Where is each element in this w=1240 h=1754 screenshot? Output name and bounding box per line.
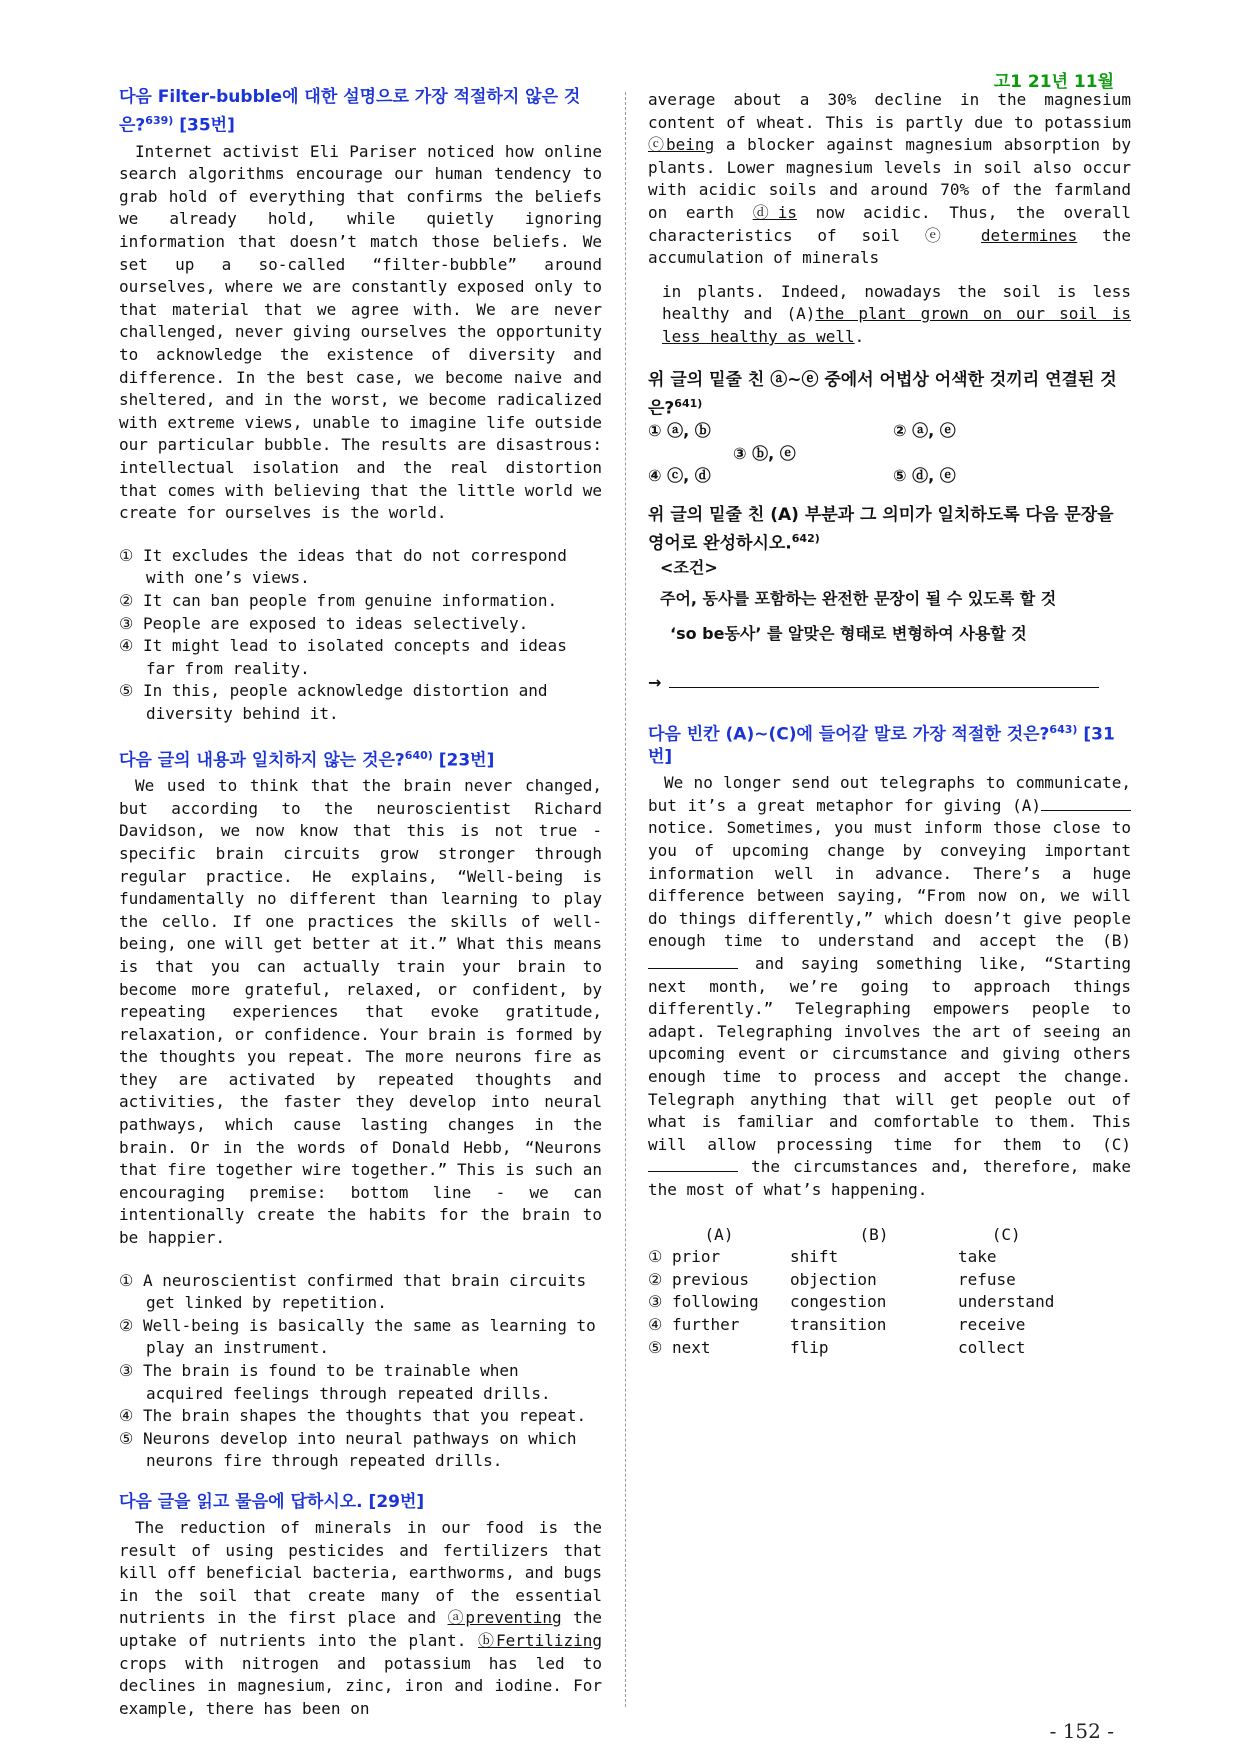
condition-label: <조건> (660, 557, 718, 577)
table-row[interactable] (648, 1269, 1054, 1292)
q643-options-table (648, 1224, 1054, 1360)
option-1[interactable]: ① ⓐ, ⓑ (648, 421, 711, 441)
cell-B: objection (790, 1269, 877, 1289)
choice-item[interactable]: ① It excludes the ideas that do not correspond with one’s views. (119, 545, 567, 588)
passage-text: now acidic. Thus, the overall characteristics of soil ⓔ (648, 202, 1131, 245)
table-header-row (648, 1224, 1054, 1247)
q641-options (648, 420, 1131, 488)
q640-ref: [23번] (438, 750, 495, 771)
q640-heading (119, 744, 602, 773)
q641-set-ref: [29번] (368, 1491, 425, 1512)
cell-C: refuse (958, 1269, 1016, 1289)
underlined-d: ⓓis (752, 202, 797, 222)
choice-item[interactable]: ② Well-being is basically the same as learning to play an instrument. (119, 1315, 596, 1358)
choice-item[interactable]: ④ It might lead to isolated concepts and ideas far from reality. (119, 636, 567, 678)
table-row[interactable] (648, 1246, 1054, 1269)
column-divider (625, 92, 626, 1707)
option-4[interactable]: ④ ⓒ, ⓓ (648, 466, 711, 486)
q639-ref: [35번] (179, 115, 235, 136)
q640-passage: We used to think that the brain never changed, but according to the neuroscientist Richard Davidson, we now know that this is not true - specific brain circuits grow stronger through regular practice. He explains, “Well-being is fundamentally no different than learning to play the cello. If one practices the skills of well-being, one will get better at it.” What this means is that you can actually train your brain to become more grateful, relaxed, or confident, by repeating experiences that evoke gratitude, relaxation, or confidence. Your brain is formed by the thoughts you repeat. The more neurons fire as they are activated by repeated thoughts and activities, the faster they develop into neural pathways, which cause lasting changes in the brain. Or in the words of Donald Hebb, “Neurons that fire together wire together.” This is such an encouraging premise: bottom line - we can intentionally create the habits for the brain to be happier. (119, 776, 602, 1248)
q641-heading (648, 369, 1131, 421)
passage-text: The reduction of minerals in our food is the result of using pesticides and fertilizers that kill off beneficial bacteria, earthworms, and bugs in the soil that create many of the essential nutrients in the first place and (119, 1517, 602, 1628)
cell-C: understand (958, 1292, 1055, 1312)
q643-number: 643) (1049, 722, 1078, 736)
q643-title: 다음 빈칸 (A)~(C)에 들어갈 말로 가장 적절한 것은? (648, 724, 1050, 745)
underlined-b: ⓑFertilizing (478, 1630, 602, 1650)
cell-A: ⑤ next (648, 1337, 711, 1357)
q639-number: 639) (145, 114, 174, 127)
passage-text: the circumstances and, therefore, make the most of what’s happening. (648, 1157, 1131, 1199)
underlined-c: ⓒbeing (648, 135, 715, 155)
option-2[interactable]: ② ⓐ, ⓔ (893, 421, 956, 441)
mineral-passage-part2 (648, 89, 1131, 270)
q640-number: 640) (404, 748, 433, 762)
q643-passage (648, 772, 1131, 1201)
condition-2: ‘so be동사’ 를 알맞은 형태로 변형하여 사용할 것 (670, 623, 1027, 643)
cell-A: ② previous (648, 1269, 750, 1289)
option-3[interactable]: ③ ⓑ, ⓔ (733, 443, 796, 463)
q642-heading (648, 504, 1131, 556)
exam-tag: 고1 21년 11월 (993, 72, 1114, 92)
passage-text: the uptake of nutrients into the plant. (119, 1608, 602, 1650)
cell-C: collect (958, 1337, 1026, 1357)
underlined-a: ⓐpreventing (447, 1608, 562, 1628)
condition-1: 주어, 동사를 포함하는 완전한 문장이 될 수 있도록 할 것 (660, 588, 1057, 608)
answer-blank[interactable] (669, 671, 1099, 688)
passage-text: in plants. Indeed, nowadays the soil is less healthy and (A) (662, 281, 1131, 324)
cell-A: ④ further (648, 1314, 740, 1334)
passage-text: and saying something like, “Starting next month, we’re going to approach things differently.” Telegraphing empowers people to adapt. Telegraphing involves the art of seeing an upcoming event or circumstance and giving others enough time to process and accept the change. Telegraph anything that will get people out of what is familiar and comfortable to them. This will allow processing time for them to (C) (648, 954, 1131, 1154)
q639-passage: Internet activist Eli Pariser noticed how online search algorithms encourage our human tendency to grab hold of everything that confirms the beliefs we already hold, while quietly ignoring information that doesn’t match those beliefs. We set up a so-called “filter-bubble” around ourselves, where we are constantly exposed only to that material that we agree with. We are never challenged, never giving ourselves the opportunity to acknowledge the existence of diversity and difference. In the best case, we become naive and sheltered, and in the worst, we become radicalized with extreme views, unable to imagine life outside our particular bubble. The results are disastrous: intellectual isolation and the real distortion that comes with believing that the little world we create for ourselves is the world. (119, 141, 602, 523)
cell-B: shift (790, 1247, 839, 1267)
option-5[interactable]: ⑤ ⓓ, ⓔ (893, 466, 956, 486)
blank-B (648, 954, 738, 969)
mineral-passage-part1 (119, 1517, 602, 1720)
q641-number: 641) (674, 396, 703, 410)
q642-number: 642) (791, 531, 820, 545)
q643-ref: [31번] (648, 724, 1115, 768)
q639-title: 다음 Filter-bubble에 대한 설명으로 가장 적절하지 않은 것은? (119, 87, 581, 136)
q640-choices (119, 1270, 602, 1473)
choice-item[interactable]: ③ The brain is found to be trainable when acquired feelings through repeated drills. (119, 1361, 551, 1403)
table-row[interactable] (648, 1291, 1054, 1314)
passage-text: the accumulation of minerals (648, 225, 1131, 268)
cell-B: flip (790, 1337, 829, 1357)
cell-A: ① prior (648, 1247, 721, 1267)
q641-set-heading (119, 1491, 602, 1514)
q640-title: 다음 글의 내용과 일치하지 않는 것은? (119, 750, 405, 771)
header-B: (B) (859, 1224, 889, 1244)
arrow-icon: → (648, 672, 662, 692)
q642-title: 위 글의 밑줄 친 (A) 부분과 그 의미가 일치하도록 다음 문장을 영어로 완성하시오. (648, 504, 1114, 554)
q639-choices (119, 545, 602, 726)
q641-set-title: 다음 글을 읽고 물음에 답하시오. (119, 1491, 363, 1512)
passage-text: We no longer send out telegraphs to communicate, but it’s a great metaphor for giving (A) (648, 773, 1131, 815)
q643-heading (648, 718, 1131, 770)
left-column (119, 86, 602, 1720)
underlined-A: the plant grown on our soil is less healthy as well (662, 304, 1131, 346)
passage-text: crops with nitrogen and potassium has led to declines in magnesium, zinc, iron and iodine. For example, there has been on (119, 1653, 602, 1718)
blank-C (648, 1157, 738, 1172)
header-A: (A) (704, 1224, 734, 1244)
choice-item[interactable]: ④ The brain shapes the thoughts that you repeat. (119, 1406, 587, 1426)
page-number: - 152 - (1049, 1719, 1114, 1743)
table-row[interactable] (648, 1337, 1054, 1360)
blank-A (1041, 796, 1131, 811)
choice-item[interactable]: ① A neuroscientist confirmed that brain circuits get linked by repetition. (119, 1270, 587, 1313)
cell-A: ③ following (648, 1292, 759, 1312)
right-column (648, 86, 1131, 1359)
header-C: (C) (991, 1224, 1021, 1244)
underlined-e: determines (980, 225, 1078, 245)
cell-B: congestion (790, 1292, 887, 1312)
cell-B: transition (790, 1314, 887, 1334)
passage-text: . (854, 326, 865, 346)
cell-C: receive (958, 1314, 1026, 1334)
table-row[interactable] (648, 1314, 1054, 1337)
mineral-passage-part3 (648, 281, 1131, 349)
answer-row (648, 671, 1131, 694)
choice-item[interactable]: ③ People are exposed to ideas selectively. (119, 613, 529, 633)
choice-item[interactable]: ⑤ Neurons develop into neural pathways on which neurons fire through repeated drills. (119, 1428, 577, 1471)
passage-text: a blocker against magnesium absorption by plants. Lower magnesium levels in soil also occur with acidic soils and around 70% of the farmland on earth (648, 135, 1131, 222)
choice-item[interactable]: ⑤ In this, people acknowledge distortion and diversity behind it. (119, 681, 548, 723)
passage-text: average about a 30% decline in the magnesium content of wheat. This is partly due to potassium (648, 90, 1131, 132)
q639-heading (119, 86, 602, 138)
passage-text: notice. Sometimes, you must inform those close to you of upcoming change by conveying important information well in advance. There’s a huge difference between saying, “From now on, we will do things differently,” which doesn’t give people enough time to understand and accept the (B) (648, 818, 1131, 951)
q641-title: 위 글의 밑줄 친 ⓐ~ⓔ 중에서 어법상 어색한 것끼리 연결된 것은? (648, 369, 1117, 419)
cell-C: take (958, 1247, 997, 1267)
choice-item[interactable]: ② It can ban people from genuine information. (119, 590, 558, 610)
